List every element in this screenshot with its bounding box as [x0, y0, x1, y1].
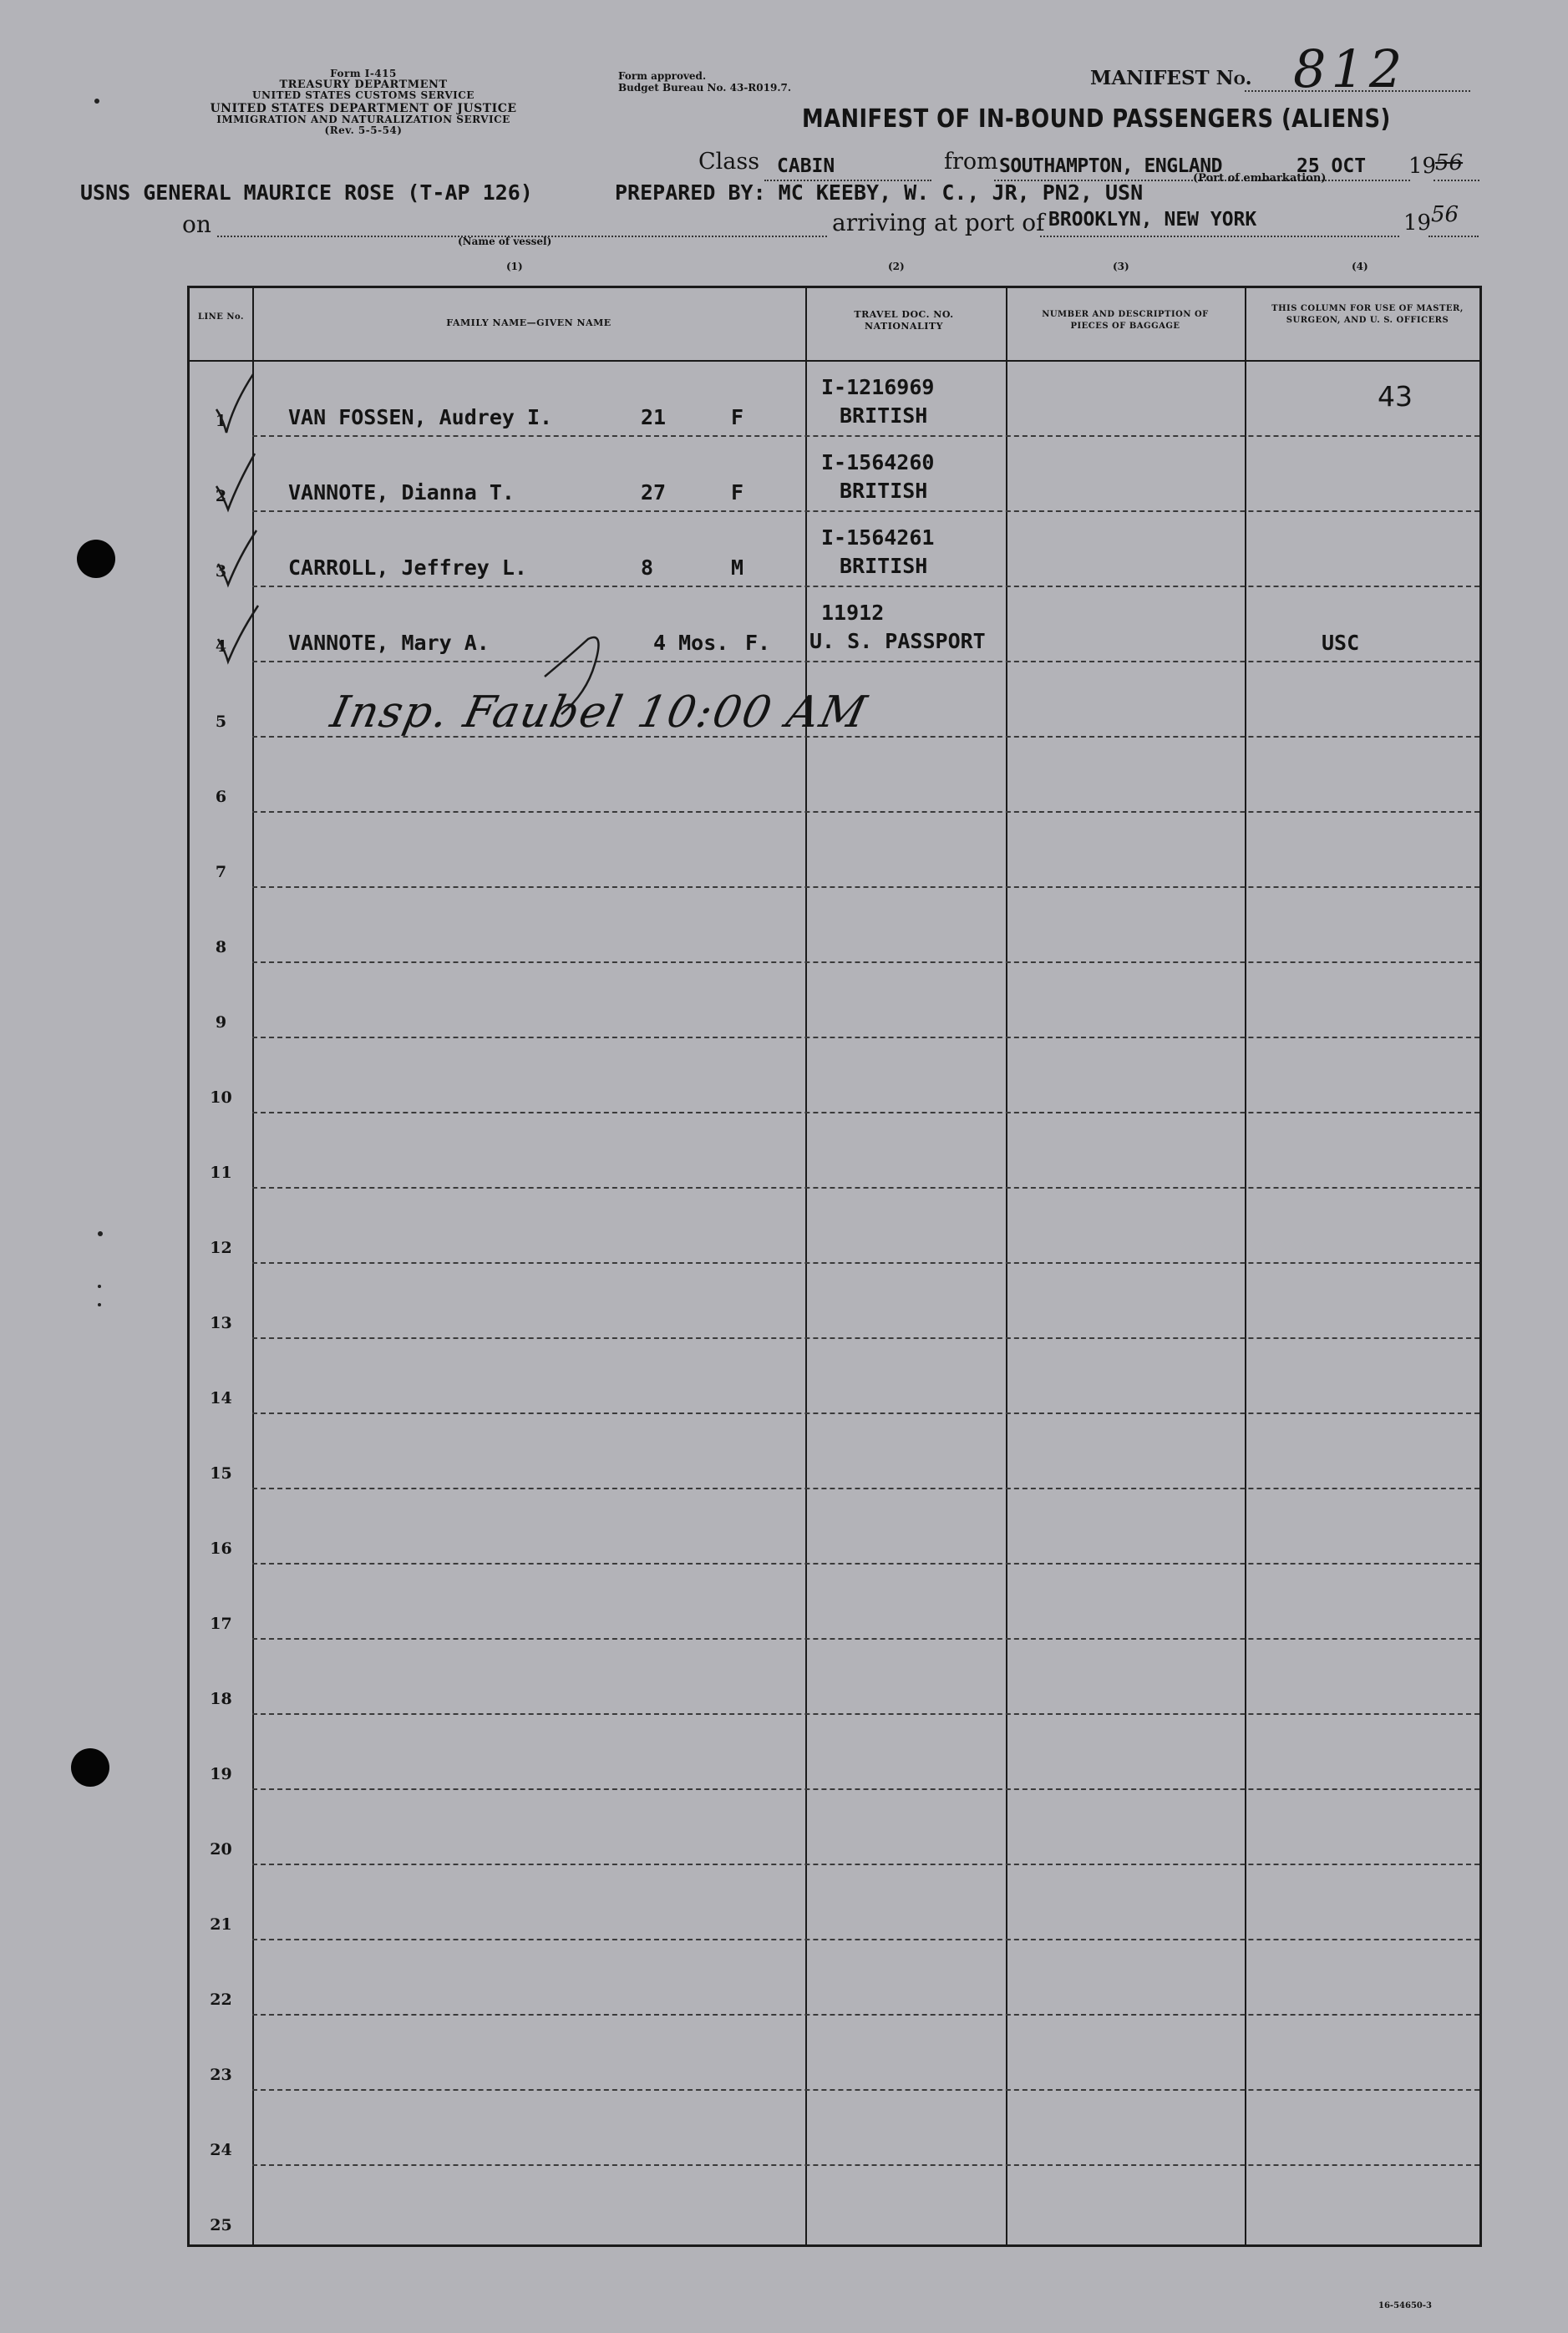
row-rule [252, 1939, 1479, 1940]
check-mark-1 [216, 374, 253, 433]
from-label: from [944, 149, 998, 175]
row-number: 20 [210, 1840, 232, 1859]
col-divider [1245, 288, 1246, 2244]
row-number: 9 [215, 1013, 227, 1032]
row-number: 4 [215, 637, 227, 656]
passenger-sex: M [731, 555, 744, 580]
passenger-age: 21 [641, 405, 667, 429]
depart-year: 56 [1435, 150, 1464, 175]
header-travel-doc: TRAVEL DOC. NO. NATIONALITY [854, 309, 954, 332]
row-number: 3 [215, 562, 227, 581]
row-rule [252, 886, 1479, 888]
arrival-port: BROOKLYN, NEW YORK [1048, 209, 1257, 231]
row-rule [252, 661, 1479, 662]
manifest-number-value: 812 [1293, 38, 1408, 99]
row-number: 15 [210, 1464, 232, 1483]
row-number: 2 [215, 487, 227, 505]
row-rule [252, 435, 1479, 437]
form-approval [618, 70, 791, 94]
passenger-name: VAN FOSSEN, Audrey I. [288, 405, 553, 429]
passenger-table [187, 286, 1482, 2247]
header-name: FAMILY NAME—GIVEN NAME [446, 317, 611, 328]
col-num-1: (1) [506, 261, 523, 272]
depart-year-prefix: 19 [1408, 154, 1437, 179]
row-number: 18 [210, 1690, 232, 1708]
arrival-year: 56 [1431, 202, 1459, 227]
treasury-dept: TREASURY DEPARTMENT [279, 79, 448, 91]
header-line-no: LINE No. [197, 312, 245, 322]
manifest-number-label: MANIFEST No. [1090, 67, 1252, 89]
justice-dept: UNITED STATES DEPARTMENT OF JUSTICE [210, 102, 517, 115]
row-number: 11 [210, 1164, 232, 1182]
form-approved: Form approved. [618, 70, 707, 82]
form-number: Form I-415 [330, 68, 397, 79]
check-mark-2 [216, 454, 255, 510]
row-number: 10 [210, 1088, 232, 1107]
depart-date: 25 OCT [1297, 155, 1367, 177]
col-divider [1006, 288, 1007, 2244]
col-num-2: (2) [888, 261, 905, 272]
passenger-name: CARROLL, Jeffrey L. [288, 555, 527, 580]
on-label: on [182, 210, 211, 238]
depart-year-line [1434, 180, 1479, 181]
row-rule [252, 1037, 1479, 1038]
header-baggage: NUMBER AND DESCRIPTION OF PIECES OF BAGGAGE [1042, 310, 1209, 331]
passenger-doc: I-1216969 [821, 375, 935, 399]
passenger-nationality: BRITISH [840, 403, 928, 428]
row-number: 7 [215, 863, 227, 881]
row-number: 23 [210, 2066, 232, 2084]
row-rule [252, 1864, 1479, 1865]
row-number: 1 [215, 412, 227, 430]
passenger-doc: I-1564260 [821, 450, 935, 474]
margin-speck [94, 99, 99, 104]
row-rule [252, 1187, 1479, 1189]
row-number: 8 [215, 938, 227, 956]
customs-service: UNITED STATES CUSTOMS SERVICE [252, 89, 474, 101]
row-rule [252, 2164, 1479, 2166]
punch-hole-bottom [71, 1748, 109, 1787]
row-rule [252, 1788, 1479, 1790]
class-value: CABIN [777, 155, 835, 177]
row-number: 21 [210, 1915, 232, 1934]
arrival-line [1040, 236, 1399, 237]
row-rule [252, 2089, 1479, 2091]
footer-code: 16-54650-3 [1378, 2301, 1432, 2310]
row-rule [252, 1713, 1479, 1715]
col-num-4: (4) [1352, 261, 1368, 272]
passenger-age: 8 [641, 555, 654, 580]
row-rule [252, 961, 1479, 963]
from-value: SOUTHAMPTON, ENGLAND [999, 155, 1222, 177]
passenger-name: VANNOTE, Dianna T. [288, 480, 515, 505]
passenger-nationality: BRITISH [840, 479, 928, 503]
passenger-nationality: U. S. PASSPORT [809, 629, 986, 653]
row-rule [252, 586, 1479, 587]
arriving-label: arriving at port of [832, 209, 1045, 236]
vessel-name: USNS GENERAL MAURICE ROSE (T-AP 126) [80, 180, 533, 205]
row-number: 19 [210, 1765, 232, 1783]
row-rule [252, 510, 1479, 512]
passenger-sex: F [731, 405, 744, 429]
row-rule [252, 1563, 1479, 1565]
revision-date: (Rev. 5-5-54) [324, 124, 403, 136]
margin-speck [98, 1303, 101, 1306]
arrival-year-line [1428, 236, 1479, 237]
row-number: 25 [210, 2216, 232, 2234]
passenger-nationality: BRITISH [840, 554, 928, 578]
row-rule [252, 811, 1479, 813]
passenger-officer_note: 43 [1378, 380, 1413, 413]
col-divider [805, 288, 807, 2244]
form-header-left [167, 68, 560, 136]
header-divider [190, 360, 1479, 362]
check-mark-3 [218, 530, 256, 585]
check-marks [213, 368, 271, 768]
header-officers: THIS COLUMN FOR USE OF MASTER, SURGEON, AND U. S. OFFICERS [1271, 304, 1464, 325]
row-number: 5 [215, 713, 227, 731]
row-rule [252, 1112, 1479, 1113]
row-number: 22 [210, 1991, 232, 2009]
passenger-age: 27 [641, 480, 667, 505]
row-rule [252, 2014, 1479, 2016]
row-number: 13 [210, 1314, 232, 1332]
passenger-officer_note: USC [1322, 631, 1360, 655]
row-rule [252, 1262, 1479, 1264]
passenger-name: VANNOTE, Mary A. [288, 631, 490, 655]
vessel-caption: (Name of vessel) [458, 236, 552, 247]
margin-speck [98, 1285, 101, 1288]
passenger-doc: I-1564261 [821, 525, 935, 550]
passenger-doc: 11912 [821, 601, 885, 625]
class-label: Class [698, 149, 760, 175]
passenger-age: 4 Mos. [653, 631, 729, 655]
budget-bureau: Budget Bureau No. 43-R019.7. [618, 82, 792, 94]
row-rule [252, 1638, 1479, 1640]
manifest-title: MANIFEST OF IN-BOUND PASSENGERS (ALIENS) [802, 104, 1391, 134]
row-number: 16 [210, 1539, 232, 1558]
margin-speck [98, 1231, 103, 1236]
prepared-by: PREPARED BY: MC KEEBY, W. C., JR, PN2, USN [615, 180, 1144, 205]
punch-hole-top [77, 540, 115, 578]
row-number: 6 [215, 788, 227, 806]
passenger-sex: F [731, 480, 744, 505]
row-rule [252, 1412, 1479, 1414]
col-num-3: (3) [1113, 261, 1129, 272]
row-rule [252, 1488, 1479, 1489]
row-number: 12 [210, 1239, 232, 1257]
check-mark-4 [218, 606, 258, 662]
port-caption: (Port of embarkation) [1193, 172, 1327, 185]
row-rule [252, 1337, 1479, 1339]
passenger-sex: F. [745, 631, 771, 655]
row-number: 17 [210, 1615, 232, 1633]
arrival-year-prefix: 19 [1403, 210, 1432, 236]
inspection-note: Insp. Faubel 10:00 AM [326, 687, 872, 738]
ins-service: IMMIGRATION AND NATURALIZATION SERVICE [216, 114, 510, 125]
row-number: 24 [210, 2141, 232, 2159]
row-number: 14 [210, 1389, 232, 1407]
